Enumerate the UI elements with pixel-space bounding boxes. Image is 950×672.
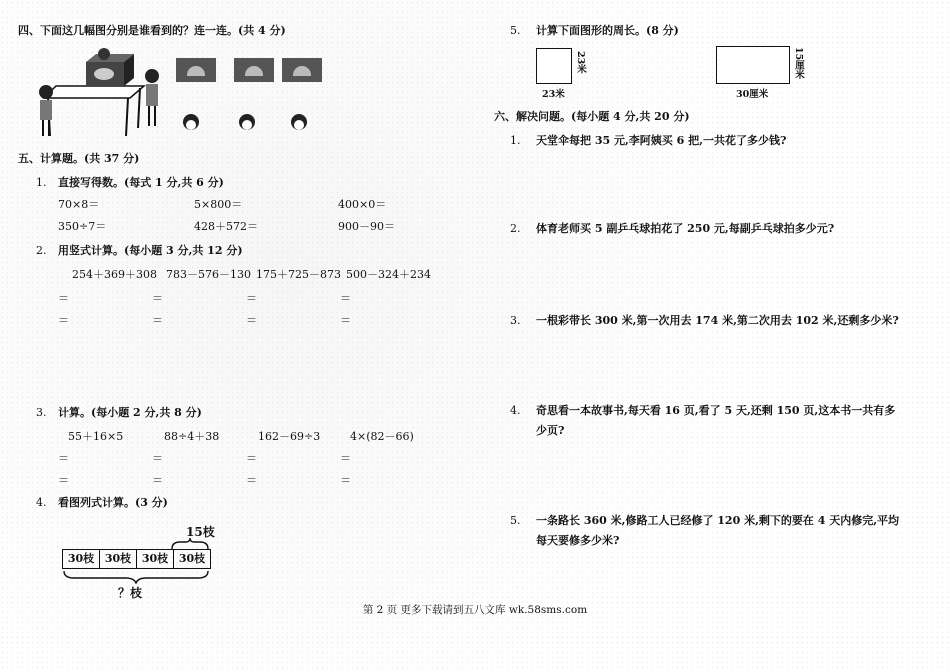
q1-title: 直接写得数。(每式 1 分,共 6 分) [58, 176, 224, 189]
q1-item: 5×800＝ [194, 198, 243, 211]
q2-item: 500－324＋234 [346, 268, 431, 281]
problem-number: 1. [510, 134, 521, 147]
q3-item: 162－69÷3 [258, 430, 321, 443]
equals-sign: ＝ [246, 314, 257, 327]
equals-sign: ＝ [152, 474, 163, 487]
problem-text: 奇思看一本故事书,每天看 16 页,看了 5 天,还剩 150 页,这本书一共有多 [536, 404, 896, 417]
kid-head-3 [288, 112, 310, 134]
q3-title: 计算。(每小题 2 分,共 8 分) [58, 406, 202, 419]
q1-item: 400×0＝ [338, 198, 387, 211]
rectangle-side-label: 15厘米 [793, 47, 804, 80]
square-shape [536, 48, 572, 84]
bar-segment: 30枝 [100, 550, 137, 568]
kids-table-illustration [34, 48, 164, 140]
section5-title: 五、计算题。(共 37 分) [18, 152, 140, 165]
equals-sign: ＝ [58, 474, 69, 487]
q2-number: 2. [36, 244, 47, 257]
bottom-brace [62, 570, 210, 584]
equals-sign: ＝ [340, 292, 351, 305]
q1-item: 428＋572＝ [194, 220, 258, 233]
view-image-2 [234, 58, 274, 82]
equals-sign: ＝ [152, 452, 163, 465]
equals-sign: ＝ [58, 452, 69, 465]
rectangle-bottom-label: 30厘米 [736, 89, 769, 100]
q3-number: 3. [36, 406, 47, 419]
problem-text: 一根彩带长 300 米,第一次用去 174 米,第二次用去 102 米,还剩多少米? [536, 314, 899, 327]
bar-segment: 30枝 [178, 552, 206, 565]
right-q5-number: 5. [510, 24, 521, 37]
q4-top-label: 15枝 [186, 525, 215, 539]
problem-number: 3. [510, 314, 521, 327]
view-image-1 [176, 58, 216, 82]
q3-item: 55＋16×5 [68, 430, 124, 443]
equals-sign: ＝ [340, 314, 351, 327]
equals-sign: ＝ [58, 314, 69, 327]
q1-item: 350÷7＝ [58, 220, 107, 233]
equals-sign: ＝ [246, 474, 257, 487]
q2-item: 175＋725－873 [256, 268, 341, 281]
problem-number: 4. [510, 404, 521, 417]
square-bottom-label: 23米 [542, 89, 565, 100]
rectangle-shape [716, 46, 790, 84]
problem-text-cont: 每天要修多少米? [536, 534, 620, 547]
bar-segment: 30枝 [137, 550, 174, 568]
equals-sign: ＝ [246, 292, 257, 305]
equals-sign: ＝ [152, 314, 163, 327]
problem-text: 一条路长 360 米,修路工人已经修了 120 米,剩下的要在 4 天内修完,平均 [536, 514, 900, 527]
problem-text: 天堂伞每把 35 元,李阿姨买 6 把,一共花了多少钱? [536, 134, 787, 147]
problem-number: 2. [510, 222, 521, 235]
section6-title: 六、解决问题。(每小题 4 分,共 20 分) [494, 110, 690, 123]
q4-title: 看图列式计算。(3 分) [58, 496, 168, 509]
equals-sign: ＝ [246, 452, 257, 465]
q2-title: 用竖式计算。(每小题 3 分,共 12 分) [58, 244, 243, 257]
kid-head-2 [236, 112, 258, 134]
equals-sign: ＝ [58, 292, 69, 305]
problem-text: 体育老师买 5 副乒乓球拍花了 250 元,每副乒乓球拍多少元? [536, 222, 835, 235]
segment-bar [62, 549, 211, 569]
view-image-3 [282, 58, 322, 82]
equals-sign: ＝ [152, 292, 163, 305]
equals-sign: ＝ [340, 474, 351, 487]
q1-item: 70×8＝ [58, 198, 100, 211]
bar-segment: 30枝 [63, 550, 100, 568]
q3-item: 88÷4＋38 [164, 430, 220, 443]
q1-number: 1. [36, 176, 47, 189]
equals-sign: ＝ [340, 452, 351, 465]
page-footer: 第 2 页 更多下载请到五八文库 wk.58sms.com [362, 604, 588, 616]
section4-title: 四、下面这几幅图分别是谁看到的？连一连。(共 4 分) [18, 24, 286, 37]
kid-head-1 [180, 112, 202, 134]
q2-item: 783－576－130 [166, 268, 251, 281]
problem-text-cont: 少页? [536, 424, 565, 437]
right-q5-title: 计算下面图形的周长。(8 分) [536, 24, 679, 37]
problem-number: 5. [510, 514, 521, 527]
q2-item: 254＋369＋308 [72, 268, 157, 281]
q4-number: 4. [36, 496, 47, 509]
q1-item: 900－90＝ [338, 220, 395, 233]
q3-item: 4×(82－66) [350, 430, 414, 443]
q4-bottom-label: ？枝 [118, 586, 143, 600]
square-side-label: 23米 [575, 51, 586, 74]
